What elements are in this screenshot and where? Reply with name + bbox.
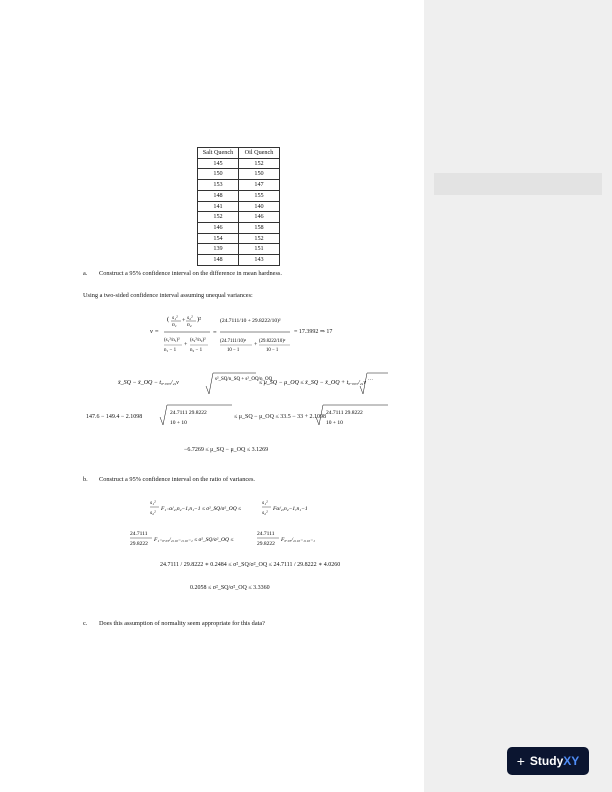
svg-text:=: = — [213, 329, 217, 336]
table-cell: 139 — [198, 244, 239, 255]
svg-text:s₂²: s₂² — [150, 510, 156, 516]
svg-text:(24.7111/10)²: (24.7111/10)² — [220, 339, 246, 344]
table-row — [198, 212, 280, 223]
svg-text:F₁₋α/₂,n₂−1,n₁−1 ≤ σ²_SQ/σ²_OQ: F₁₋α/₂,n₂−1,n₁−1 ≤ σ²_SQ/σ²_OQ ≤ — [161, 506, 242, 512]
part-c-marker: c. — [83, 620, 88, 627]
variance-ratio-numeric — [130, 526, 330, 552]
table-cell: 158 — [239, 222, 280, 233]
table-cell: 147 — [239, 180, 280, 191]
svg-text:ν =: ν = — [150, 328, 159, 335]
table-cell: 150 — [198, 169, 239, 180]
comment-box[interactable] — [434, 173, 602, 195]
part-c-question: Does this assumption of normality seem appropriate for this data? — [99, 620, 265, 627]
table-cell: 145 — [198, 158, 239, 169]
table-cell: 155 — [239, 190, 280, 201]
part-b-question: Construct a 95% confidence interval on the ratio of variances. — [99, 476, 255, 483]
df-formula — [150, 308, 380, 364]
table-cell: 154 — [198, 233, 239, 244]
svg-text:10 − 1: 10 − 1 — [266, 348, 279, 353]
svg-text:24.7111: 24.7111 — [257, 531, 275, 537]
svg-text:n₂: n₂ — [187, 322, 192, 328]
table-cell: 152 — [239, 233, 280, 244]
svg-text:s²_SQ/n_SQ + s²_OQ/n_OQ: s²_SQ/n_SQ + s²_OQ/n_OQ — [215, 377, 273, 382]
part-b-marker: b. — [83, 476, 88, 483]
svg-text:x̄_SQ − x̄_OQ − t₀.₀₀₅/₂,ν: x̄_SQ − x̄_OQ − t₀.₀₀₅/₂,ν — [118, 380, 179, 386]
ci-numeric-left: 147.6 − 149.4 − 2.1098 — [86, 414, 143, 420]
table-cell: 151 — [239, 244, 280, 255]
part-a-intro: Using a two-sided confidence interval assuming unequal variances: — [83, 292, 253, 299]
part-a-result: −6.7269 ≤ μ_SQ − μ_OQ ≤ 3.1269 — [184, 447, 269, 453]
svg-text:n₁ − 1: n₁ − 1 — [164, 348, 177, 353]
brand-name-part2: XY — [563, 754, 580, 768]
svg-text:24.7111: 24.7111 — [130, 531, 148, 537]
ci-numeric-mid: ≤ μ_SQ − μ_OQ ≤ 33.5 − 33 + 2.1098 — [234, 414, 327, 420]
svg-text:F₁₋₀.₀₅/₂,₁₀₋₁,₁₀₋₁ ≤ σ²_SQ/σ²: F₁₋₀.₀₅/₂,₁₀₋₁,₁₀₋₁ ≤ σ²_SQ/σ²_OQ ≤ — [154, 537, 234, 543]
studyxy-logo[interactable] — [507, 747, 589, 775]
table-cell: 148 — [198, 255, 239, 266]
table-cell: 146 — [239, 212, 280, 223]
part-a-marker: a. — [83, 270, 88, 277]
svg-text:F₀.₀₅/₂,₁₀₋₁,₁₀₋₁: F₀.₀₅/₂,₁₀₋₁,₁₀₋₁ — [281, 537, 315, 543]
table-header: Salt Quench — [198, 148, 239, 159]
table-row — [198, 158, 280, 169]
table-cell: 143 — [239, 255, 280, 266]
svg-text:≤ μ_SQ − μ_OQ ≤ x̄_SQ − x̄_OQ: ≤ μ_SQ − μ_OQ ≤ x̄_SQ − x̄_OQ + t₀.₀₀₅/₂,ν — [259, 380, 367, 386]
svg-text:s₁²: s₁² — [172, 315, 178, 321]
df-result: = 17.3992 ⇒ 17 — [294, 329, 333, 335]
table-cell: 140 — [239, 201, 280, 212]
table-header: Oil Quench — [239, 148, 280, 159]
table-row — [198, 255, 280, 266]
hardness-table — [197, 147, 280, 266]
svg-text:)²: )² — [197, 316, 202, 323]
svg-text:n₁: n₁ — [172, 322, 177, 328]
variance-ratio-formula — [150, 495, 330, 521]
table-row — [198, 190, 280, 201]
svg-text:10 − 1: 10 − 1 — [227, 348, 240, 353]
table-cell: 153 — [198, 180, 239, 191]
svg-text:+: + — [182, 318, 186, 324]
table-row — [198, 180, 280, 191]
svg-text:29.8222: 29.8222 — [257, 541, 275, 547]
table-row — [198, 233, 280, 244]
svg-text:(s₁²/n₁)²: (s₁²/n₁)² — [164, 338, 180, 343]
svg-text:(29.8222/10)²: (29.8222/10)² — [259, 339, 286, 344]
table-row — [198, 201, 280, 212]
svg-text:10 + 10: 10 + 10 — [170, 420, 187, 426]
svg-text:…: … — [368, 377, 373, 382]
table-cell: 152 — [198, 212, 239, 223]
comment-sidebar — [424, 0, 612, 792]
brand-name-part1: Study — [529, 754, 564, 768]
svg-text:(24.7111/10 + 29.8222/10)²: (24.7111/10 + 29.8222/10)² — [220, 318, 281, 324]
svg-text:s₂²: s₂² — [187, 315, 193, 321]
part-b-result: 0.2058 ≤ σ²_SQ/σ²_OQ ≤ 3.3360 — [190, 585, 270, 591]
table-row — [198, 244, 280, 255]
svg-text:+: + — [254, 342, 258, 348]
svg-text:n₂ − 1: n₂ − 1 — [190, 348, 203, 353]
ci-numeric-root-right — [316, 403, 396, 433]
table-cell: 150 — [239, 169, 280, 180]
ci-formula — [118, 370, 388, 400]
svg-text:(: ( — [167, 316, 170, 323]
svg-text:+: + — [184, 342, 188, 348]
svg-text:29.8222: 29.8222 — [130, 541, 148, 547]
svg-text:(s₂²/n₂)²: (s₂²/n₂)² — [190, 338, 206, 343]
plus-icon: + — [516, 753, 525, 769]
svg-text:s₂²: s₂² — [262, 510, 268, 516]
svg-text:Fα/₂,n₂−1,n₁−1: Fα/₂,n₂−1,n₁−1 — [273, 506, 308, 512]
table-cell: 141 — [198, 201, 239, 212]
part-a-question: Construct a 95% confidence interval on the difference in mean hardness. — [99, 270, 282, 277]
svg-text:24.7111 29.8222: 24.7111 29.8222 — [170, 410, 207, 416]
table-row — [198, 169, 280, 180]
variance-ratio-step: 24.7111 / 29.8222 ∗ 0.2484 ≤ σ²_SQ/σ²_OQ ≤ 24.7111 / 29.8222 ∗ 4.0260 — [160, 562, 341, 568]
svg-text:10 + 10: 10 + 10 — [326, 420, 343, 426]
table-cell: 148 — [198, 190, 239, 201]
table-cell: 146 — [198, 222, 239, 233]
svg-text:s₁²: s₁² — [150, 500, 156, 506]
table-row — [198, 222, 280, 233]
svg-text:s₁²: s₁² — [262, 500, 268, 506]
svg-text:24.7111 29.8222: 24.7111 29.8222 — [326, 410, 363, 416]
table-cell: 152 — [239, 158, 280, 169]
